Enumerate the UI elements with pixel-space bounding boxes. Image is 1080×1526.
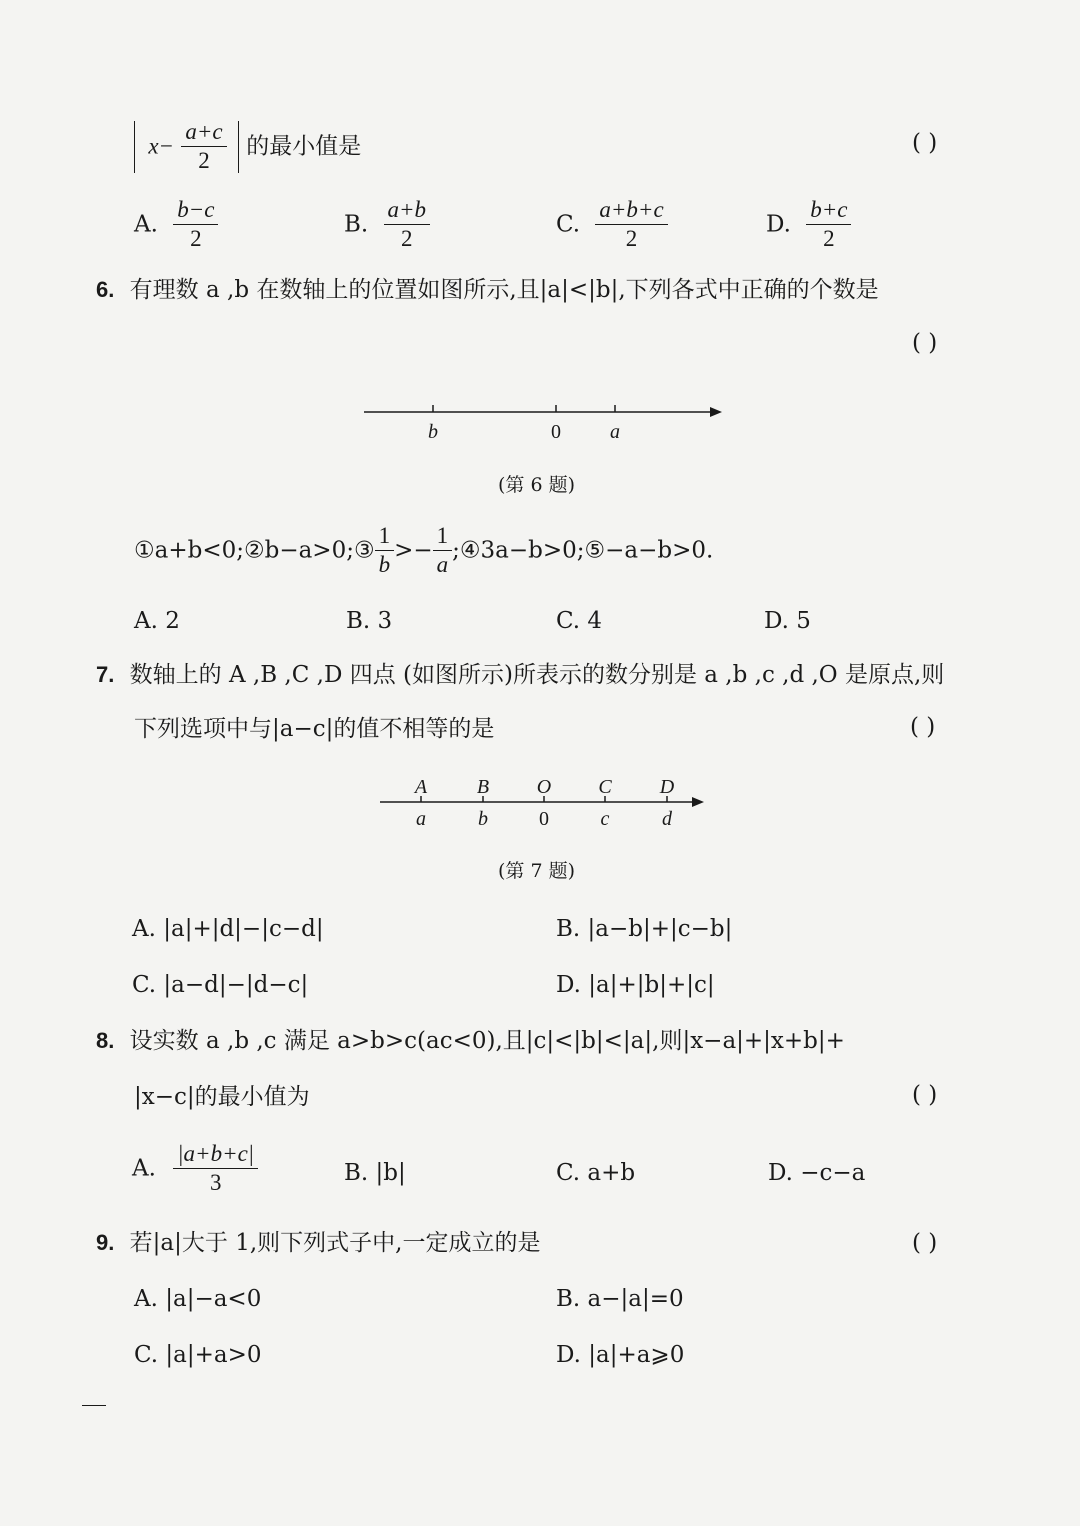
label-a: a [610,421,620,443]
q5-stem-abs-left: x− [148,133,175,159]
q5-stem [134,118,361,172]
q7-option-c[interactable]: C. |a−d|−|d−c| [132,972,309,998]
label-a: a [416,808,426,830]
q6-figure-caption: (第 6 题) [498,474,575,496]
q5-option-a[interactable]: A. $\frac{b-c}{2}$ [134,196,218,253]
q8-option-c[interactable]: C. a+b [556,1160,636,1186]
q5-stem-fraction: $\frac{a+c}{2}$ [181,118,226,175]
q9-option-c[interactable]: C. |a|+a>0 [134,1342,262,1368]
q6-answer-bracket: ( ) [912,330,938,356]
q7-answer-bracket: ( ) [910,714,936,740]
axis-arrow-icon [692,797,704,807]
label-b: b [428,421,438,443]
q7-option-b[interactable]: B. |a−b|+|c−b| [556,916,733,942]
page-footer-rule [82,1405,106,1406]
label-D: D [659,776,675,798]
axis-arrow-icon [710,407,722,417]
q6-option-d[interactable]: D. 5 [764,608,811,634]
q9-option-d[interactable]: D. |a|+a⩾0 [556,1342,685,1368]
q6-statements: ①a+b<0;②b−a>0;③ $\frac{1}{b}$ >− $\frac{1}{a}$ ;④3a−b>0;⑤−a−b>0. [134,523,714,577]
label-B: B [476,776,490,798]
q9-answer-bracket: ( ) [912,1230,938,1256]
label-c: c [600,808,610,830]
q7-stem-line2: 下列选项中与|a−c|的值不相等的是 [134,716,495,742]
q6-number-line [360,398,740,458]
q7-stem-line1: 7. 数轴上的 A ,B ,C ,D 四点 (如图所示)所表示的数分别是 a ,b ,c ,d ,O 是原点,则 [96,662,945,688]
q8-stem-line2: |x−c|的最小值为 [134,1084,310,1110]
q6-option-b[interactable]: B. 3 [346,608,393,634]
q9-option-a[interactable]: A. |a|−a<0 [134,1286,262,1312]
abs-bar-right [238,121,239,173]
q5-option-b[interactable]: B. $\frac{a+b}{2}$ [344,196,430,253]
q6-option-a[interactable]: A. 2 [134,608,180,634]
label-C: C [598,776,612,798]
q5-stem-tail: 的最小值是 [246,133,362,160]
abs-bar-left [134,121,135,173]
q5-option-c[interactable]: C. $\frac{a+b+c}{2}$ [556,196,668,253]
q7-figure-caption: (第 7 题) [498,860,575,882]
q8-answer-bracket: ( ) [912,1082,938,1108]
q8-option-b[interactable]: B. |b| [344,1160,406,1186]
q9-stem: 9. 若|a|大于 1,则下列式子中,一定成立的是 [96,1230,541,1256]
q5-option-d[interactable]: D. $\frac{b+c}{2}$ [766,196,851,253]
q7-option-d[interactable]: D. |a|+|b|+|c| [556,972,715,998]
q8-option-d[interactable]: D. −c−a [768,1160,866,1186]
label-b: b [478,808,488,830]
label-d: d [662,808,672,830]
label-O: O [536,776,552,798]
q6-option-c[interactable]: C. 4 [556,608,603,634]
label-0: 0 [551,421,561,443]
q8-stem-line1: 8. 设实数 a ,b ,c 满足 a>b>c(ac<0),且|c|<|b|<|a|,则|x−a|+|x+b|+ [96,1028,845,1054]
label-A: A [414,776,428,798]
label-0: 0 [539,808,549,830]
q7-number-line [376,772,716,832]
q7-option-a[interactable]: A. |a|+|d|−|c−d| [132,916,324,942]
q9-option-b[interactable]: B. a−|a|=0 [556,1286,684,1312]
q5-answer-bracket: ( ) [912,130,938,156]
q6-stem: 6. 有理数 a ,b 在数轴上的位置如图所示,且|a|<|b|,下列各式中正确的个数是 [96,277,879,303]
q8-option-a[interactable]: A. $\frac{|a+b+c|}{3}$ [132,1140,258,1197]
